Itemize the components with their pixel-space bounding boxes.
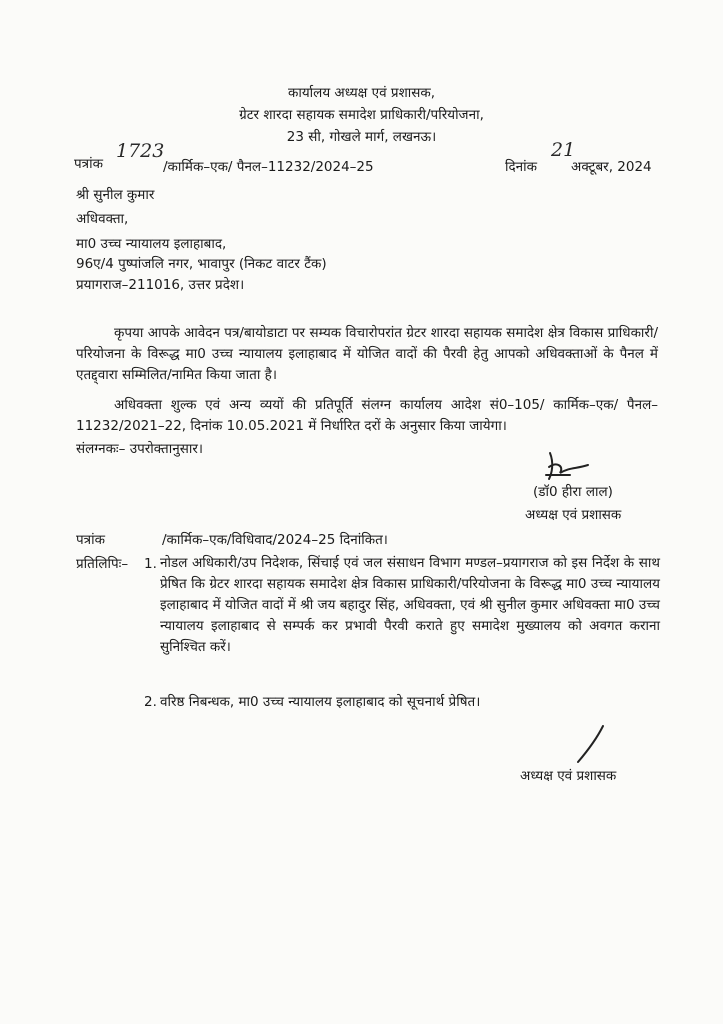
addressee-name: श्री सुनील कुमार [76, 187, 155, 203]
signature-mark [540, 445, 600, 485]
addressee-line-5: प्रयागराज–211016, उत्तर प्रदेश। [76, 277, 245, 293]
enclosure-line: संलग्नकः– उपरोक्तानुसार। [76, 441, 203, 457]
date-label: दिनांक [505, 159, 538, 175]
copy-ref-label: पत्रांक [76, 532, 105, 548]
ref-label: पत्रांक [74, 156, 103, 172]
date-rest: अक्टूबर, 2024 [571, 159, 652, 175]
signatory-2-designation: अध्यक्ष एवं प्रशासक [520, 768, 617, 784]
copy-ref-rest: /कार्मिक–एक/विधिवाद/2024–25 दिनांकित। [162, 532, 388, 548]
handwritten-date-day: 21 [551, 139, 576, 161]
office-line-1: कार्यालय अध्यक्ष एवं प्रशासक, [287, 85, 436, 101]
ref-number-rest: /कार्मिक–एक/ पैनल–11232/2024–25 [163, 159, 374, 175]
initials-mark [570, 722, 610, 767]
body-paragraph-2: अधिवक्ता शुल्क एवं अन्य व्ययों की प्रतिपूर्ति संलग्न कार्यालय आदेश सं0–105/ कार्मिक–एक/ पैनल–11232/2021–22, दिनांक 10.05.2021 में निर्धारित दरों के अनुसार किया जायेगा। [76, 397, 658, 434]
copies-label: प्रतिलिपिः– [76, 556, 129, 572]
addressee-line-4: 96ए/4 पुष्पांजलि नगर, भावापुर (निकट वाटर टैंक) [76, 256, 327, 272]
addressee-line-2: अधिवक्ता, [76, 211, 129, 227]
signatory-name: (डॉ0 हीरा लाल) [533, 484, 613, 500]
copy-item-2-number: 2. [144, 694, 157, 710]
body-paragraph-1: कृपया आपके आवेदन पत्र/बायोडाटा पर सम्यक विचारोपरांत ग्रेटर शारदा सहायक समादेश क्षेत्र विकास प्राधिकारी/परियोजना के विरूद्ध मा0 उच्च न्यायालय इलाहाबाद में योजित वादों की पैरवी हेतु आपको अधिवक्ताओं के पैनल में एतद्द्वारा सम्मिलित/नामित किया जाता है। [76, 325, 658, 383]
office-line-3: 23 सी, गोखले मार्ग, लखनऊ। [286, 129, 437, 145]
office-line-2: ग्रेटर शारदा सहायक समादेश प्राधिकारी/परियोजना, [239, 107, 484, 123]
signatory-designation: अध्यक्ष एवं प्रशासक [525, 507, 622, 523]
handwritten-ref-number: 1723 [116, 140, 165, 162]
copy-item-1-number: 1. [144, 556, 157, 572]
copy-item-2: वरिष्ठ निबन्धक, मा0 उच्च न्यायालय इलाहाबाद को सूचनार्थ प्रेषित। [160, 694, 481, 710]
addressee-line-3: मा0 उच्च न्यायालय इलाहाबाद, [76, 236, 227, 252]
copy-item-1: नोडल अधिकारी/उप निदेशक, सिंचाई एवं जल संसाधन विभाग मण्डल–प्रयागराज को इस निर्देश के साथ प्रेषित कि ग्रेटर शारदा सहायक समादेश क्षेत्र विकास प्राधिकारी/परियोजना के विरूद्ध मा0 उच्च न्यायालय इलाहाबाद में योजित वादों में श्री जय बहादुर सिंह, अधिवक्ता, एवं श्री सुनील कुमार अधिवक्ता मा0 उच्च न्यायालय इलाहाबाद से सम्पर्क कर प्रभावी पैरवी कराते हुए समादेश मुख्यालय को अवगत कराना सुनिश्चित करें। [160, 555, 660, 655]
